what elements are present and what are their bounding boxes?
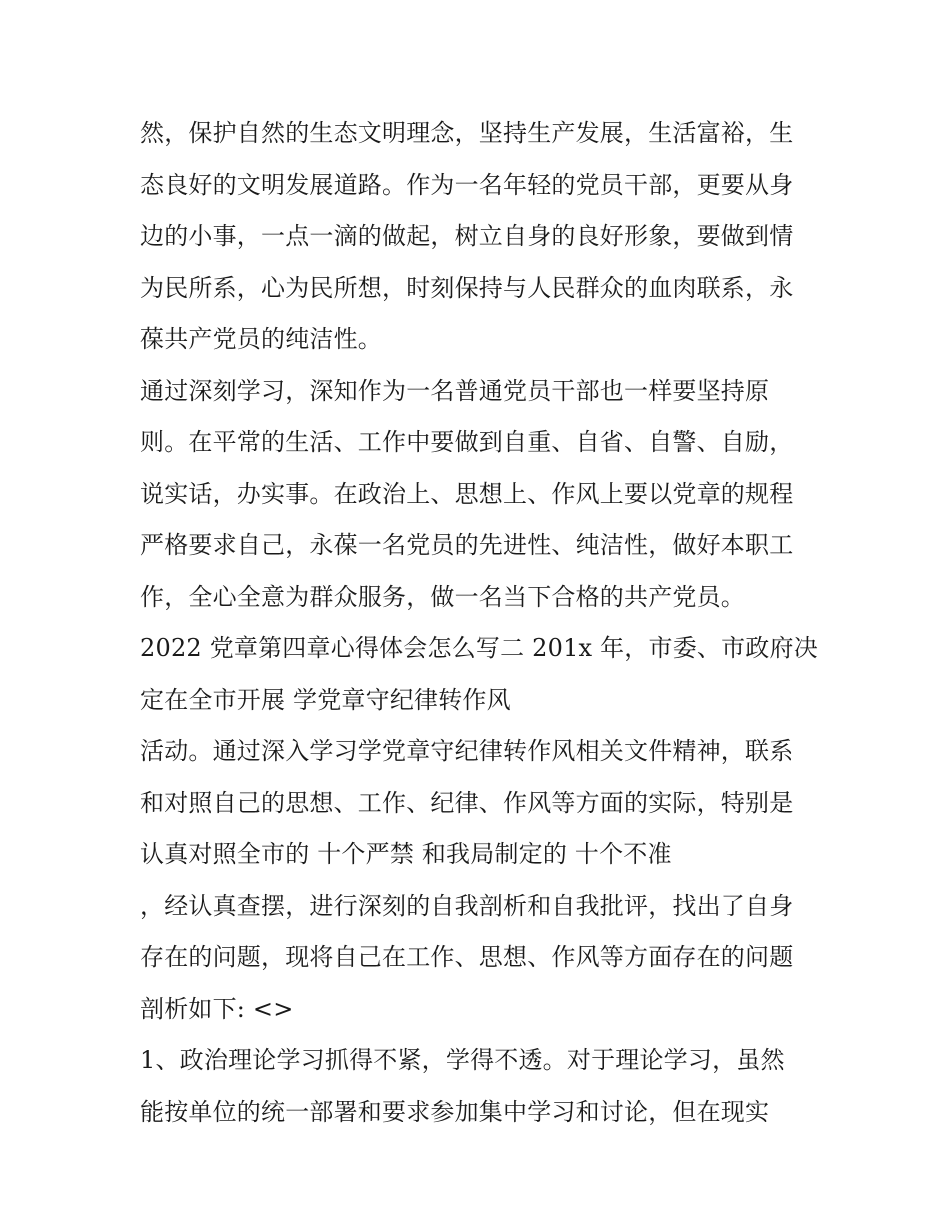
text-line: 然，保护自然的生态文明理念，坚持生产发展，生活富裕，生 bbox=[140, 119, 794, 147]
text-line: 2022 党章第四章心得体会怎么写二 201x 年，市委、市政府决 bbox=[140, 634, 818, 662]
text-line: 边的小事，一点一滴的做起，树立自身的良好形象，要做到情 bbox=[140, 222, 794, 250]
text-line: 严格要求自己，永葆一名党员的先进性、纯洁性，做好本职工 bbox=[140, 531, 794, 559]
text-line: 为民所系，心为民所想，时刻保持与人民群众的血肉联系，永 bbox=[140, 273, 794, 302]
text-line: 通过深刻学习，深知作为一名普通党员干部也一样要坚持原 bbox=[140, 376, 770, 405]
text-line: 定在全市开展 学党章守纪律转作风 bbox=[140, 685, 511, 714]
text-line: 说实话，办实事。在政治上、思想上、作风上要以党章的规程 bbox=[140, 479, 794, 508]
text-line: 葆共产党员的纯洁性。 bbox=[140, 325, 382, 353]
document-body bbox=[140, 108, 820, 1138]
text-line: 1、政治理论学习抓得不紧，学得不透。对于理论学习，虽然 bbox=[140, 1046, 785, 1074]
text-line: 态良好的文明发展道路。作为一名年轻的党员干部，更要从身 bbox=[140, 170, 794, 199]
text-line: 剖析如下: <> bbox=[140, 994, 294, 1023]
text-line: 作，全心全意为群众服务，做一名当下合格的共产党员。 bbox=[140, 582, 745, 611]
text-line: 和对照自己的思想、工作、纪律、作风等方面的实际，特别是 bbox=[140, 788, 794, 817]
text-line: 则。在平常的生活、工作中要做到自重、自省、自警、自励， bbox=[140, 428, 794, 456]
text-line: ，经认真查摆，进行深刻的自我剖析和自我批评，找出了自身 bbox=[140, 891, 794, 920]
text-line: 存在的问题，现将自己在工作、思想、作风等方面存在的问题 bbox=[140, 943, 794, 971]
text-line: 能按单位的统一部署和要求参加集中学习和讨论，但在现实 bbox=[140, 1097, 770, 1126]
text-line: 活动。通过深入学习学党章守纪律转作风相关文件精神，联系 bbox=[140, 737, 794, 765]
text-line: 认真对照全市的 十个严禁 和我局制定的 十个不准 bbox=[140, 840, 672, 868]
